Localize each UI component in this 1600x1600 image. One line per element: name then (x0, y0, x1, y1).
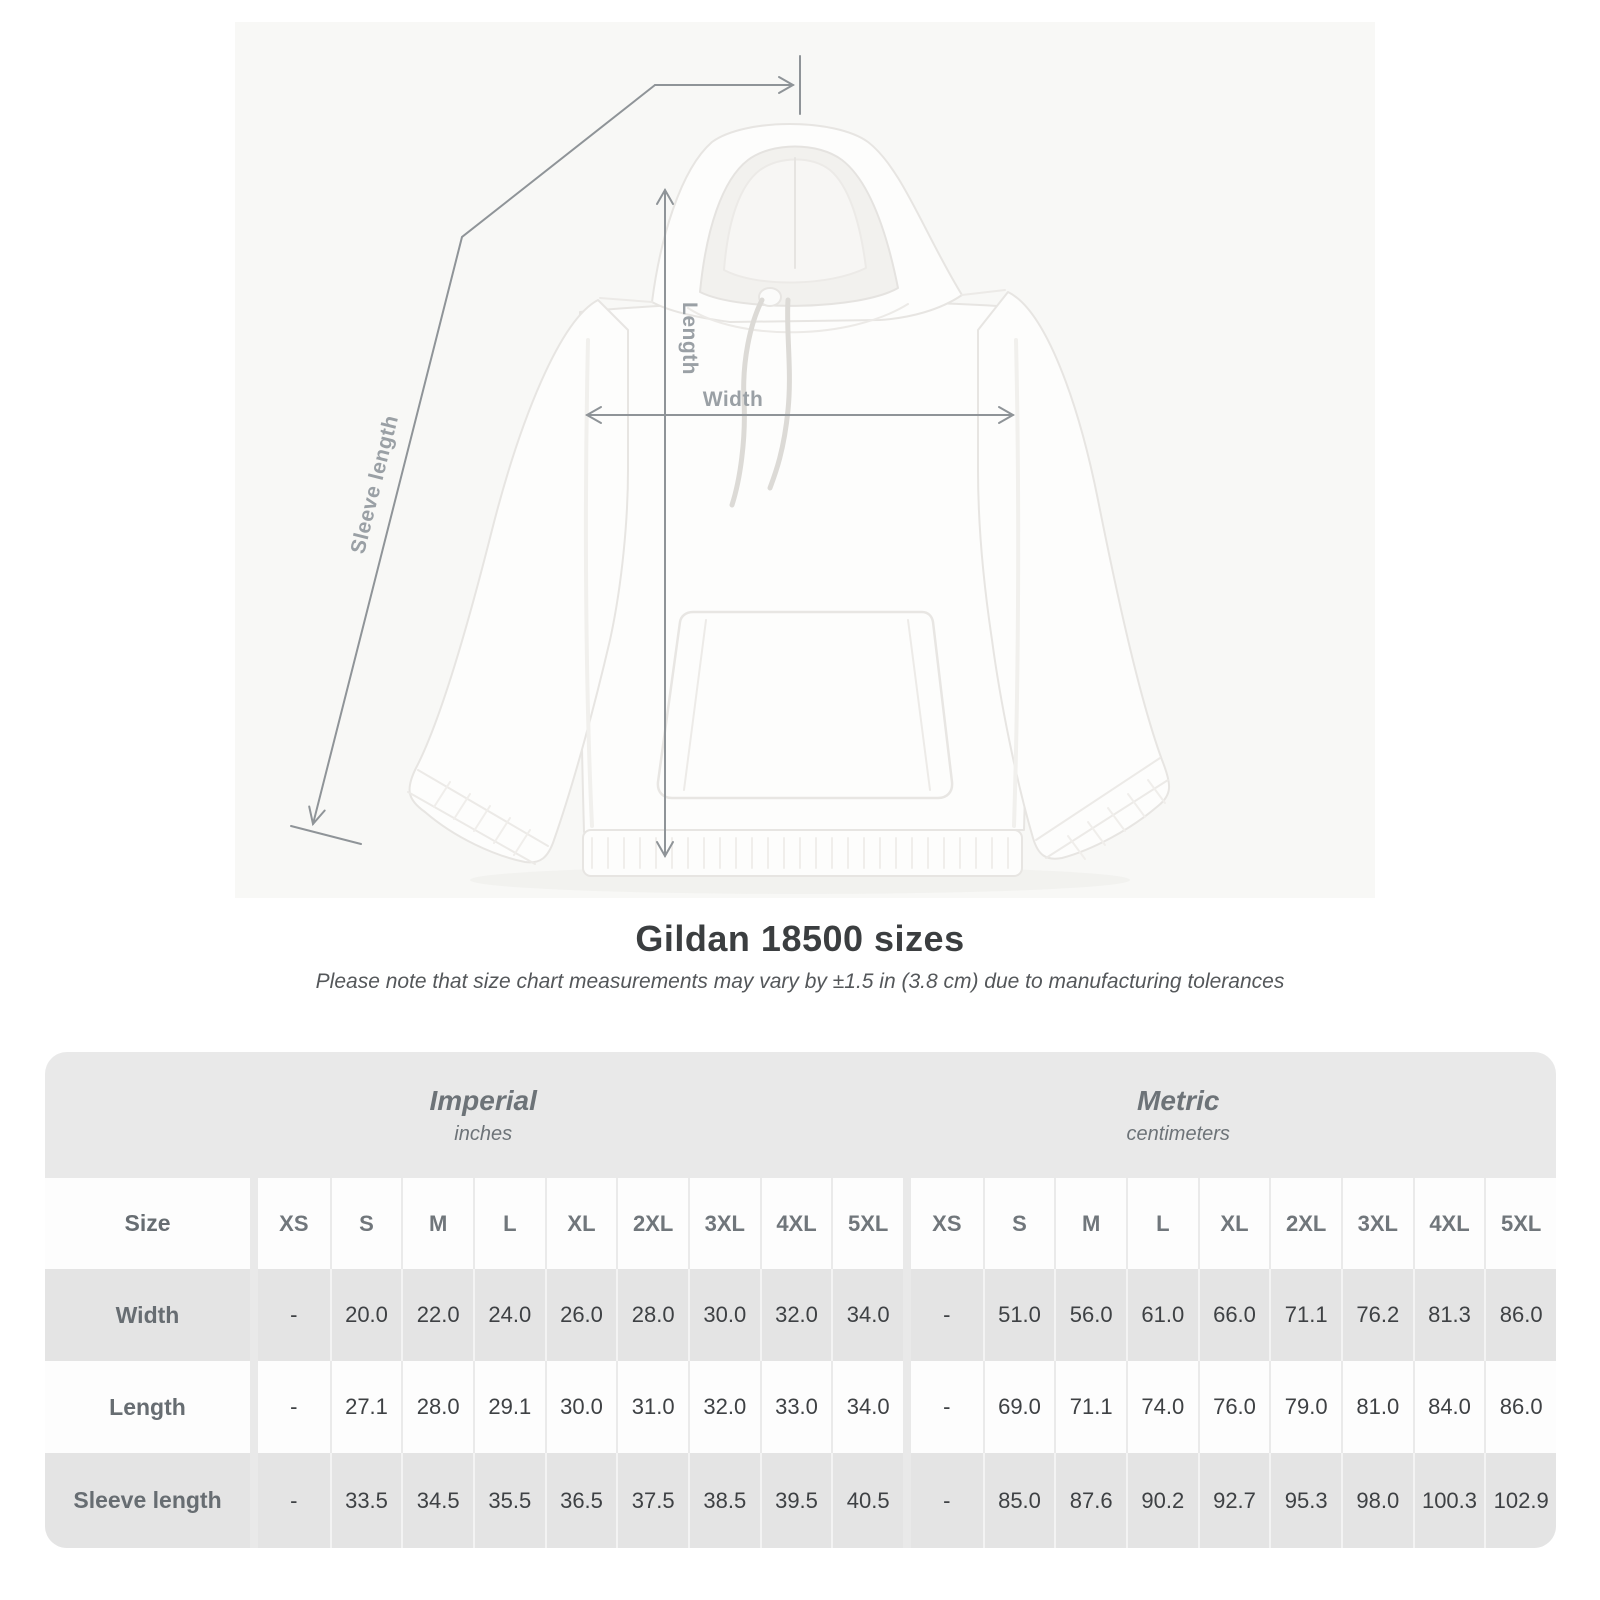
table-cell: 79.0 (1269, 1361, 1341, 1453)
table-cell: 30.0 (688, 1269, 760, 1361)
table-cell: 95.3 (1269, 1453, 1341, 1548)
table-cell: 102.9 (1484, 1453, 1556, 1548)
table-cell: 61.0 (1126, 1269, 1198, 1361)
table-cell: 39.5 (760, 1453, 832, 1548)
size-header: 2XL (1269, 1178, 1341, 1269)
length-label: Length (678, 302, 701, 375)
table-cell: 71.1 (1054, 1361, 1126, 1453)
imperial-group-label: Imperial (429, 1084, 537, 1116)
metric-group-label: Metric (1137, 1084, 1220, 1116)
table-cell: 74.0 (1126, 1361, 1198, 1453)
column-gap (250, 1178, 258, 1269)
metric-unit-label: centimeters (1126, 1122, 1230, 1145)
table-cell: - (258, 1269, 330, 1361)
size-header: 4XL (1413, 1178, 1485, 1269)
table-cell: 98.0 (1341, 1453, 1413, 1548)
table-cell: 31.0 (616, 1361, 688, 1453)
table-cell: 87.6 (1054, 1453, 1126, 1548)
imperial-unit-label: inches (454, 1122, 513, 1145)
imperial-group (45, 1052, 921, 1178)
metric-group (921, 1052, 1435, 1178)
table-cell: 32.0 (688, 1361, 760, 1453)
table-cell: 32.0 (760, 1269, 832, 1361)
table-cell: 81.3 (1413, 1269, 1485, 1361)
size-header: M (401, 1178, 473, 1269)
size-header: 5XL (831, 1178, 903, 1269)
table-cell: 81.0 (1341, 1361, 1413, 1453)
table-cell: 86.0 (1484, 1361, 1556, 1453)
row-label: Width (45, 1269, 250, 1361)
table-cell: 20.0 (330, 1269, 402, 1361)
size-header: XL (1198, 1178, 1270, 1269)
table-cell: 34.5 (401, 1453, 473, 1548)
size-header: S (330, 1178, 402, 1269)
table-row-length (45, 1361, 1556, 1453)
table-cell: 86.0 (1484, 1269, 1556, 1361)
column-gap (250, 1361, 258, 1453)
size-header: 4XL (760, 1178, 832, 1269)
size-header-row (45, 1178, 1556, 1269)
table-cell: 76.0 (1198, 1361, 1270, 1453)
table-cell: 28.0 (616, 1269, 688, 1361)
sleeve-length-label: Sleeve length (346, 412, 404, 557)
table-cell: 35.5 (473, 1453, 545, 1548)
table-cell: 22.0 (401, 1269, 473, 1361)
table-cell: 27.1 (330, 1361, 402, 1453)
table-cell: 33.5 (330, 1453, 402, 1548)
size-header: 3XL (1341, 1178, 1413, 1269)
table-cell: 37.5 (616, 1453, 688, 1548)
table-cell: 33.0 (760, 1361, 832, 1453)
size-header: 3XL (688, 1178, 760, 1269)
table-cell: 36.5 (545, 1453, 617, 1548)
table-cell: 26.0 (545, 1269, 617, 1361)
table-cell: - (911, 1361, 983, 1453)
group-gap (903, 1453, 911, 1548)
tolerance-note: Please note that size chart measurements may vary by ±1.5 in (3.8 cm) due to manufacturing tolerances (315, 970, 1285, 993)
size-header: 5XL (1484, 1178, 1556, 1269)
table-cell: 30.0 (545, 1361, 617, 1453)
table-cell: - (258, 1453, 330, 1548)
table-cell: 56.0 (1054, 1269, 1126, 1361)
table-cell: 34.0 (831, 1269, 903, 1361)
table-cell: 76.2 (1341, 1269, 1413, 1361)
width-label: Width (702, 388, 764, 411)
table-cell: 51.0 (983, 1269, 1055, 1361)
table-cell: 29.1 (473, 1361, 545, 1453)
row-label: Length (45, 1361, 250, 1453)
page-title: Gildan 18500 sizes (635, 918, 965, 959)
table-row-sleeve-length (45, 1453, 1556, 1548)
table-cell: 38.5 (688, 1453, 760, 1548)
size-header: L (473, 1178, 545, 1269)
table-cell: 71.1 (1269, 1269, 1341, 1361)
table-row-width (45, 1269, 1556, 1361)
size-header: M (1054, 1178, 1126, 1269)
size-header: 2XL (616, 1178, 688, 1269)
table-cell: 40.5 (831, 1453, 903, 1548)
size-header: XL (545, 1178, 617, 1269)
group-gap (903, 1361, 911, 1453)
table-cell: 90.2 (1126, 1453, 1198, 1548)
column-gap (250, 1269, 258, 1361)
table-cell: - (258, 1361, 330, 1453)
table-cell: 69.0 (983, 1361, 1055, 1453)
table-cell: 85.0 (983, 1453, 1055, 1548)
size-corner-header: Size (45, 1178, 250, 1269)
column-gap (250, 1453, 258, 1548)
unit-group-header (45, 1052, 1556, 1178)
table-cell: 92.7 (1198, 1453, 1270, 1548)
group-gap (903, 1178, 911, 1269)
size-header: XS (911, 1178, 983, 1269)
table-cell: 66.0 (1198, 1269, 1270, 1361)
table-cell: 100.3 (1413, 1453, 1485, 1548)
size-header: S (983, 1178, 1055, 1269)
size-header: XS (258, 1178, 330, 1269)
size-header: L (1126, 1178, 1198, 1269)
row-label: Sleeve length (45, 1453, 250, 1548)
table-cell: 24.0 (473, 1269, 545, 1361)
size-table-card (45, 1052, 1556, 1548)
table-cell: - (911, 1453, 983, 1548)
table-cell: 84.0 (1413, 1361, 1485, 1453)
table-cell: - (911, 1269, 983, 1361)
table-cell: 28.0 (401, 1361, 473, 1453)
group-gap (903, 1269, 911, 1361)
table-cell: 34.0 (831, 1361, 903, 1453)
